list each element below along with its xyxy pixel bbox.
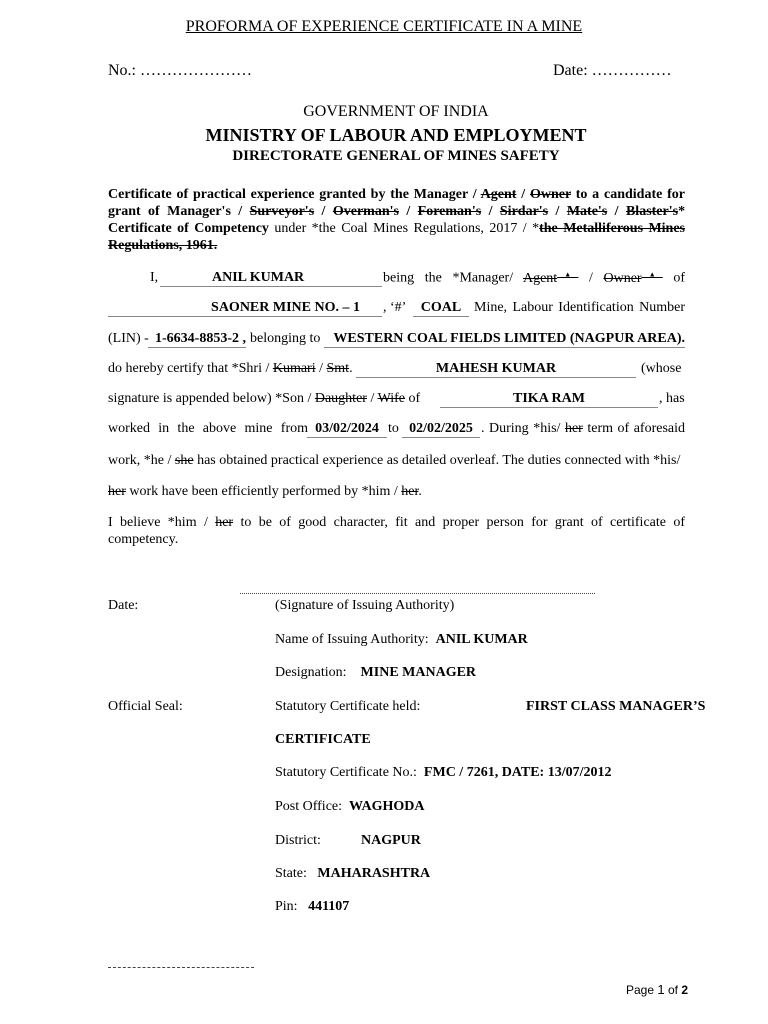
state-row: State: MAHARASHTRA [275,866,431,881]
issuing-authority-row: Name of Issuing Authority: ANIL KUMAR [275,632,528,647]
intro-line-3: Certificate of Competency under *the Coal Mines Regulations, 2017 / *the Metalliferous Mines [108,221,686,236]
official-seal-label: Official Seal: [108,699,183,714]
belonging-text: belonging to [250,331,321,346]
intro-line-1: Certificate of practical experience granted by the Manager / Agent / Owner to a candidate for [108,187,686,202]
efficiently-text: her work have been efficiently performed by *him / her. [108,484,422,499]
mine-type-field: COAL [413,300,469,317]
company-field: WESTERN COAL FIELDS LIMITED (NAGPUR AREA). [324,331,685,348]
directorate-heading: DIRECTORATE GENERAL OF MINES SAFETY [232,148,560,164]
government-heading: GOVERNMENT OF INDIA [303,103,489,120]
body-hash: , ‘#’ [383,300,407,315]
intro-line-2: grant of Manager's / Surveyor's / Overman's / Foreman's / Sirdar's / Mate's / Blaster's* [108,204,686,219]
whose-text: (whose [641,361,682,376]
believe-text: I believe *him / her to be of good character, fit and proper person for grant of certificate of [108,515,685,530]
certificate-date: Date: …………… [553,62,672,79]
has-text: , has [659,391,685,406]
signature-line [240,593,595,594]
cert-held-value-2: CERTIFICATE [275,732,371,747]
candidate-name-field: MAHESH KUMAR [356,361,636,378]
body-line-1: being the *Manager/ Agent▲ / Owner▲ of [383,270,686,286]
lin-field: 1-6634-8853-2 , [148,331,246,348]
page-indicator: Page 1 of 2 [626,982,688,997]
lin-text: Mine, Labour Identification Number [474,300,685,315]
cert-number-row: Statutory Certificate No.: FMC / 7261, DATE: 13/07/2012 [275,765,612,780]
relation-text: signature is appended below) *Son / Daughter / Wife of [108,391,421,406]
cert-held-label: Statutory Certificate held: [275,699,421,714]
district-value: NAGPUR [361,833,421,848]
from-date-field: 03/02/2024 [307,421,387,438]
obtained-text: work, *he / she has obtained practical experience as detailed overleaf. The duties connected with *his/ [108,453,681,468]
district-label: District: [275,833,321,848]
designation-row: Designation: MINE MANAGER [275,665,477,680]
certify-text: do hereby certify that *Shri / Kumari / Smt. [108,361,353,376]
document-title: PROFORMA OF EXPERIENCE CERTIFICATE IN A MINE [185,18,583,35]
lin-prefix: (LIN) - [108,331,149,346]
ministry-heading: MINISTRY OF LABOUR AND EMPLOYMENT [205,125,587,145]
body-i: I, [150,270,159,285]
certificate-number: No.: ………………… [108,62,252,79]
manager-name-field: ANIL KUMAR [160,270,382,287]
to-date-field: 02/02/2025 [402,421,480,438]
mine-name-field: SAONER MINE NO. – 1 [108,300,382,317]
signature-caption: (Signature of Issuing Authority) [275,598,455,613]
father-name-field: TIKA RAM [440,391,658,408]
pin-row: Pin: 441107 [275,899,350,914]
competency-text: competency. [108,532,179,547]
post-office-row: Post Office: WAGHODA [275,799,425,814]
candidate-signature-line [108,967,254,968]
cert-held-value: FIRST CLASS MANAGER’S [526,699,706,714]
date-label: Date: [108,598,139,613]
during-text: . During *his/ her term of aforesaid [481,421,685,436]
to-text: to [388,421,399,436]
intro-line-4: Regulations, 1961. [108,238,218,253]
worked-text: worked in the above mine from [108,421,308,436]
